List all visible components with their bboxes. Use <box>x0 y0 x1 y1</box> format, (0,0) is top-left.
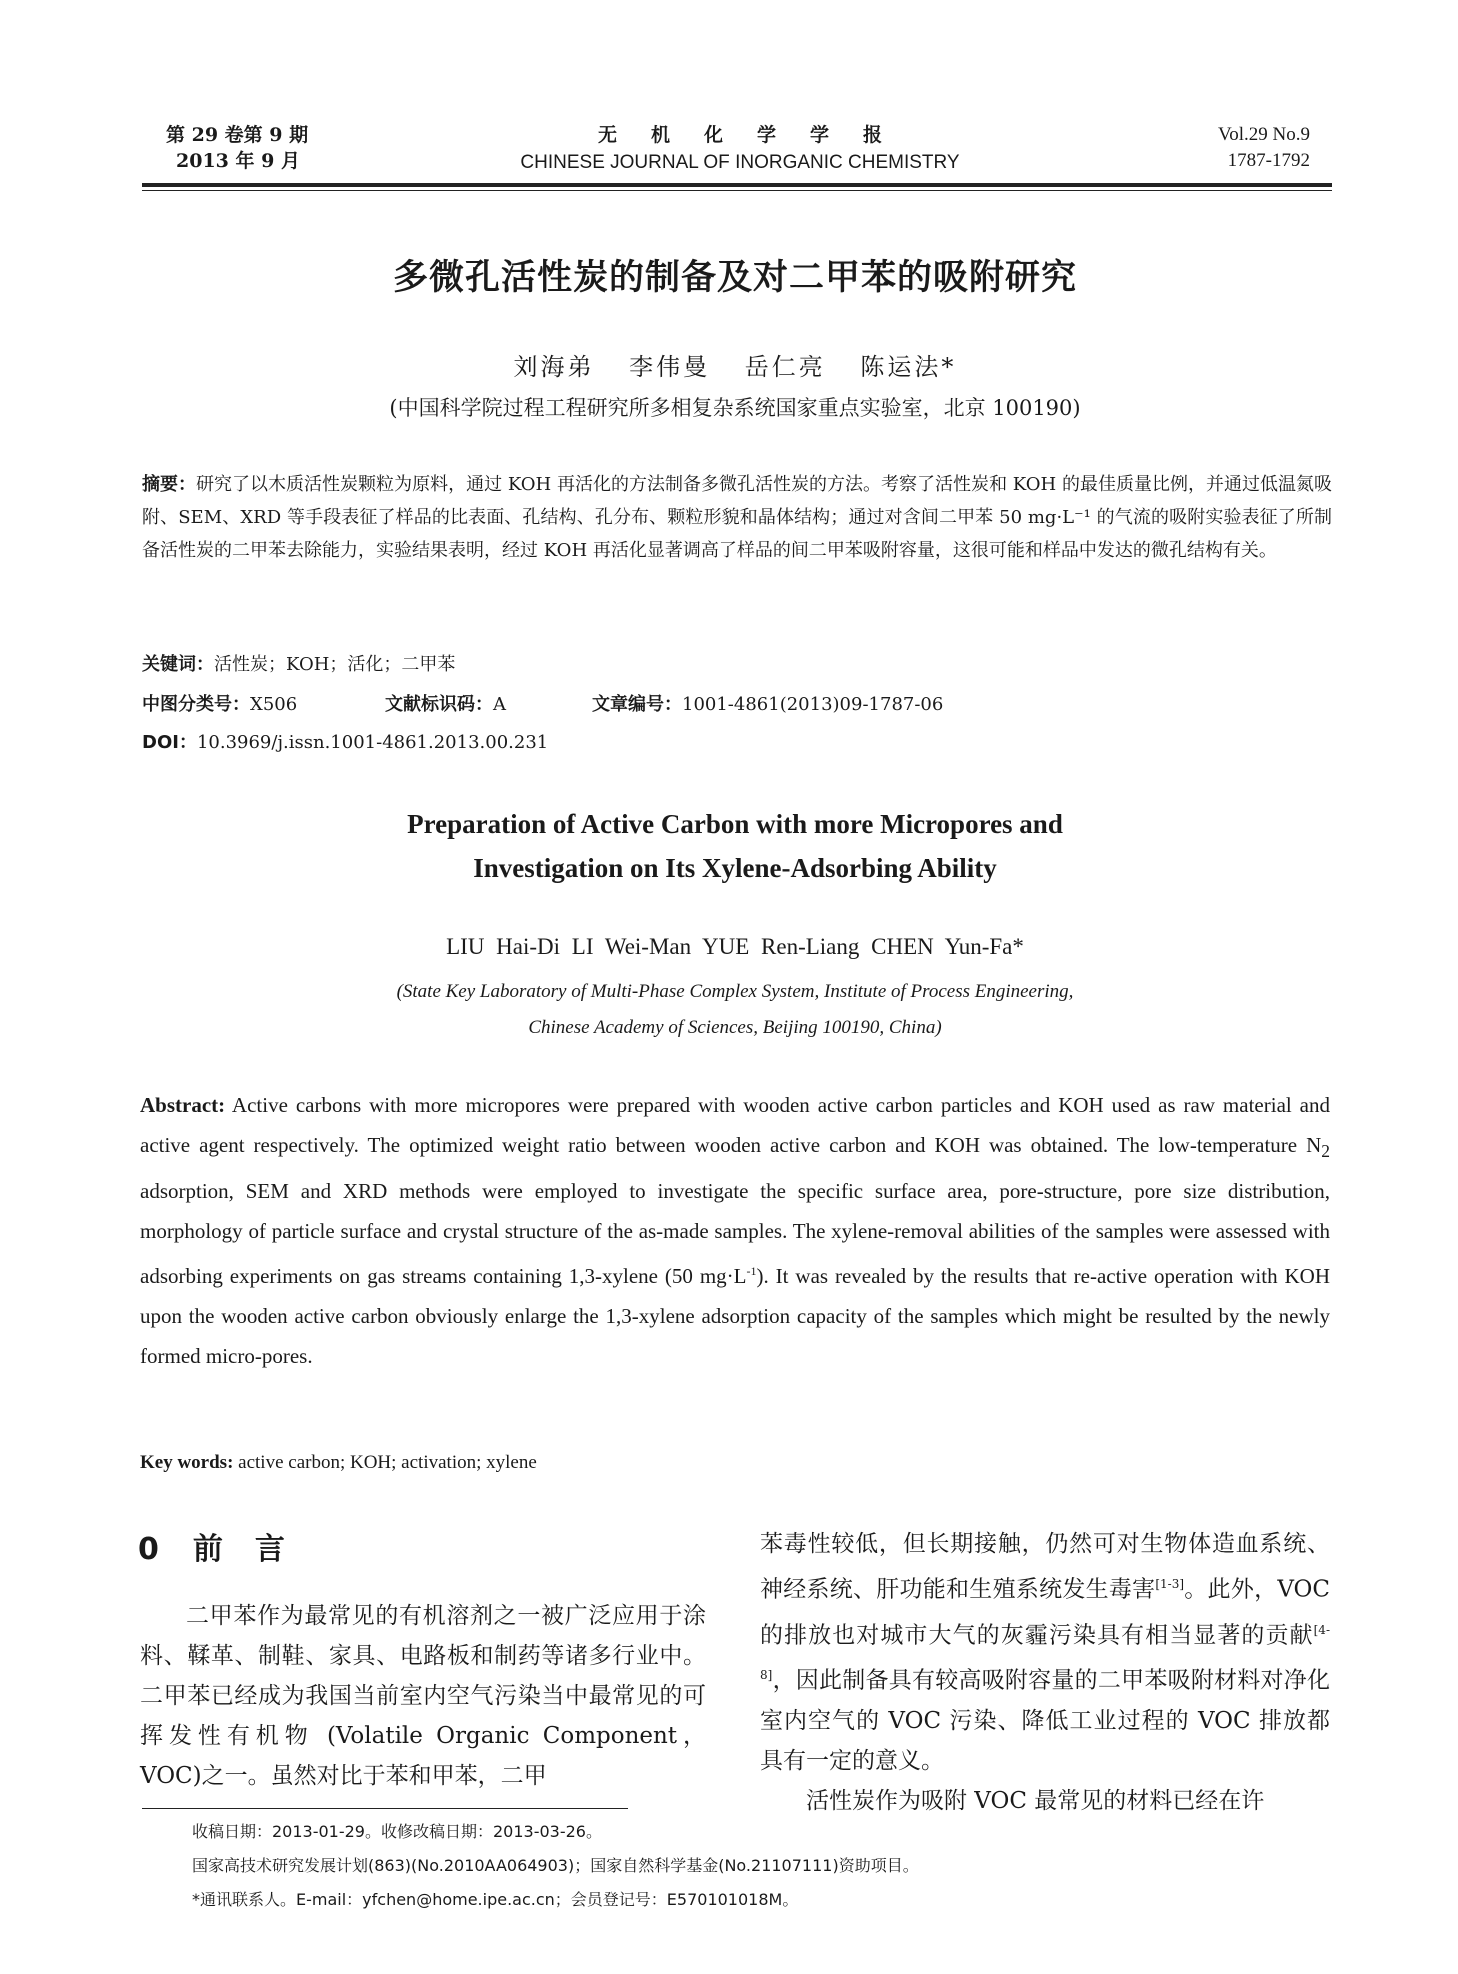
doc-code-label: 文献标识码： <box>385 694 493 715</box>
header-journal-block <box>480 122 1000 176</box>
footnote-contact: *通讯联系人。E-mail：yfchen@home.ipe.ac.cn；会员登记号：E570101018M。 <box>192 1890 799 1909</box>
header-journal-cn: 无机化学学报 <box>597 124 916 146</box>
abstract-en-text-a: Active carbons with more micropores were prepared with wooden active carbon particles and KOH used as raw material and active agent respectively. The optimized weight ratio between wooden active carbon and KOH was obtained. The low-temperature N <box>140 1093 1330 1157</box>
keywords-cn <box>142 650 455 676</box>
affiliation-en-line1: (State Key Laboratory of Multi-Phase Complex System, Institute of Process Engineering, <box>396 981 1074 1002</box>
body-right-paragraph-1 <box>760 1524 1330 1781</box>
header-issue-block <box>1180 122 1310 174</box>
abstract-cn-label: 摘要： <box>142 474 197 495</box>
keywords-en <box>140 1452 537 1474</box>
abstract-en <box>140 1085 1330 1376</box>
affiliation-en-line2: Chinese Academy of Sciences, Beijing 100190, China) <box>528 1017 942 1038</box>
article-number-value: 1001-4861(2013)09-1787-06 <box>682 694 944 715</box>
body-right-text-a: 苯毒性较低，但长期接触，仍然可对生物体造血系统、神经系统、肝功能和生殖系统发生毒害 <box>760 1531 1330 1603</box>
abstract-en-superscript: -1 <box>746 1264 757 1279</box>
keywords-en-label: Key words: <box>140 1452 234 1473</box>
body-column-right <box>760 1524 1330 1821</box>
keywords-cn-text: 活性炭；KOH；活化；二甲苯 <box>214 654 456 675</box>
abstract-en-label: Abstract: <box>140 1093 226 1117</box>
paper-title-cn: 多微孔活性炭的制备及对二甲苯的吸附研究 <box>392 258 1077 298</box>
paper-title-en-line1: Preparation of Active Carbon with more Micropores and <box>407 809 1063 839</box>
section-title: 前言 <box>192 1532 317 1567</box>
section-number: 0 <box>138 1532 159 1567</box>
doc-code-value: A <box>493 694 506 715</box>
header-date-cn: 2013 年 9 月 <box>176 150 300 172</box>
affiliation-en <box>140 974 1330 1046</box>
header-rule-thin <box>142 190 1332 191</box>
citation-ref-2: [4-8] <box>760 1622 1330 1683</box>
clc-item <box>142 690 385 716</box>
body-right-paragraph-2: 活性炭作为吸附 VOC 最常见的材料已经在许 <box>806 1787 1265 1814</box>
doi-row <box>142 728 548 754</box>
authors-cn: 刘海弟 李伟曼 岳仁亮 陈运法* <box>513 353 957 381</box>
keywords-cn-label: 关键词： <box>142 654 214 675</box>
footnote-received: 收稿日期：2013-01-29。收修改稿日期：2013-03-26。 <box>192 1822 602 1841</box>
header-rule-thick <box>142 183 1332 187</box>
paper-title-en <box>140 802 1330 890</box>
header-volume-block <box>166 122 308 174</box>
citation-ref-1: [1-3] <box>1155 1577 1185 1591</box>
header-pages: 1787-1792 <box>1227 150 1310 171</box>
article-number-label: 文章编号： <box>592 694 682 715</box>
abstract-en-subscript: 2 <box>1321 1141 1330 1162</box>
body-right-text-c: ，因此制备具有较高吸附容量的二甲苯吸附材料对净化室内空气的 VOC 污染、降低工业过程的 VOC 排放都具有一定的意义。 <box>760 1667 1330 1774</box>
body-column-left <box>140 1596 706 1796</box>
article-number-item <box>592 690 943 716</box>
classification-row <box>142 690 1332 716</box>
paper-title-en-line2: Investigation on Its Xylene-Adsorbing Ability <box>473 853 997 883</box>
footnote-funding: 国家高技术研究发展计划(863)(No.2010AA064903)；国家自然科学基金(No.21107111)资助项目。 <box>192 1856 919 1875</box>
clc-value: X506 <box>250 694 298 715</box>
abstract-cn <box>142 468 1332 567</box>
doi-value: 10.3969/j.issn.1001-4861.2013.00.231 <box>196 732 549 753</box>
doi-label: DOI： <box>142 732 197 753</box>
footnote-rule <box>142 1808 628 1809</box>
affiliation-cn: (中国科学院过程工程研究所多相复杂系统国家重点实验室，北京 100190) <box>389 396 1081 420</box>
abstract-en-text-b: adsorption, SEM and XRD methods were employed to investigate the specific surface area, pore-structure, pore size distribution, morphology of particle surface and crystal structure of the as-made samples. The xylene-removal abilities of the samples were assessed with adsorbing experiments on gas streams containing 1,3-xylene (50 mg·L <box>140 1179 1330 1289</box>
body-left-paragraph: 二甲苯作为最常见的有机溶剂之一被广泛应用于涂料、鞣革、制鞋、家具、电路板和制药等诸多行业中。二甲苯已经成为我国当前室内空气污染当中最常见的可挥发性有机物 (Volatile Organic Component，VOC)之一。虽然对比于苯和甲苯，二甲 <box>140 1603 706 1789</box>
abstract-en-text-c: ). It was revealed by the results that re-active operation with KOH upon the wooden active carbon obviously enlarge the 1,3-xylene adsorption capacity of the samples which might be resulted by the newly formed micro-pores. <box>140 1264 1331 1369</box>
header-volume-en: Vol.29 No.9 <box>1217 124 1310 145</box>
doc-code-item <box>385 690 592 716</box>
header-journal-en: CHINESE JOURNAL OF INORGANIC CHEMISTRY <box>520 152 960 173</box>
authors-en: LIU Hai-Di LI Wei-Man YUE Ren-Liang CHEN Yun-Fa* <box>446 934 1024 959</box>
body-right-text-b: 。此外，VOC 的排放也对城市大气的灰霾污染具有相当显著的贡献 <box>760 1576 1330 1649</box>
clc-label: 中图分类号： <box>142 694 250 715</box>
keywords-en-text: active carbon; KOH; activation; xylene <box>233 1452 537 1473</box>
header-volume-cn: 第 29 卷第 9 期 <box>166 124 309 146</box>
section-heading <box>138 1524 317 1568</box>
abstract-cn-text: 研究了以木质活性炭颗粒为原料，通过 KOH 再活化的方法制备多微孔活性炭的方法。考察了活性炭和 KOH 的最佳质量比例，并通过低温氮吸附、SEM、XRD 等手段表征了样品的比表面、孔结构、孔分布、颗粒形貌和晶体结构；通过对含间二甲苯 50 mg·L⁻¹ 的气流的吸附实验表征了所制备活性炭的二甲苯去除能力，实验结果表明，经过 KOH 再活化显著调高了样品的间二甲苯吸附容量，这很可能和样品中发达的微孔结构有关。 <box>142 474 1332 561</box>
